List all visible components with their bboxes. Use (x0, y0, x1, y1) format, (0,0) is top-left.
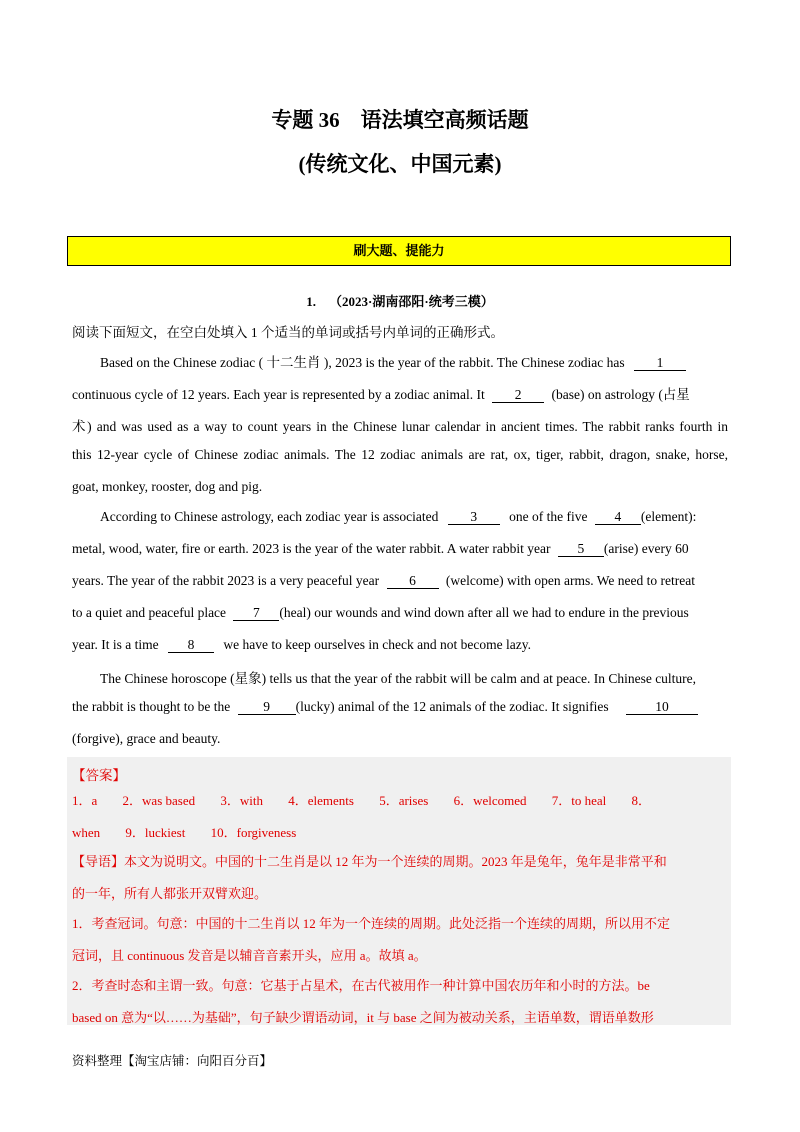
guide-text: 【导语】本文为说明文。中国的十二生肖是以 12 年为一个连续的周期。2023 年是兔年，兔年是非常平和 (72, 854, 667, 869)
question-number: 1. (306, 294, 317, 309)
passage-line: Based on the Chinese zodiac ( 十二生肖 ), 2023 is the year of the rabbit. The Chinese zodiac has 1 (100, 351, 745, 371)
blank-9[interactable]: 9 (238, 700, 296, 715)
passage-line: According to Chinese astrology, each zodiac year is associated 3 one of the five 4 (element): (100, 509, 697, 524)
answer-item: 7．to heal (551, 793, 607, 808)
blank-10[interactable]: 10 (626, 700, 698, 715)
passage-line: The Chinese horoscope (星象) tells us that the year of the rabbit will be calm and at peace. In Chinese culture, (100, 671, 697, 686)
page-title: 专题 36 语法填空高频话题 (271, 108, 529, 132)
question-source: （2023·湖南邵阳·统考三模） (329, 294, 494, 309)
passage-line: metal, wood, water, fire or earth. 2023 is the year of the water rabbit. A water rabbit year 5 (arise) every 60 (72, 541, 689, 556)
explanation-text: 2．考查时态和主谓一致。句意：它基于占星术，在古代被用作一种计算中国农历年和小时的方法。be (72, 978, 650, 993)
passage-line: to a quiet and peaceful place 7 (heal) our wounds and wind down after all we had to endure in the previous (72, 605, 689, 620)
passage-line: this 12-year cycle of Chinese zodiac animals. The 12 zodiac animals are rat, ox, tiger, rabbit, dragon, snake, horse, (72, 447, 728, 462)
blank-1[interactable]: 1 (634, 356, 686, 371)
page-subtitle: (传统文化、中国元素) (298, 152, 502, 176)
blank-6[interactable]: 6 (387, 574, 439, 589)
answer-heading: 【答案】 (72, 768, 126, 783)
answer-item: when (72, 825, 101, 840)
answer-item: 5．arises (379, 793, 429, 808)
passage-line: the rabbit is thought to be the 9 (lucky) animal of the 12 animals of the zodiac. It signifies 10 (72, 699, 752, 715)
blank-3[interactable]: 3 (448, 510, 500, 525)
passage-line: year. It is a time 8 we have to keep ourselves in check and not become lazy. (72, 637, 531, 652)
question-heading (0, 291, 800, 310)
blank-2[interactable]: 2 (492, 388, 544, 403)
blank-8[interactable]: 8 (168, 638, 214, 653)
guide-text: 的一年，所有人都张开双臂欢迎。 (72, 886, 268, 901)
answer-item: 4．elements (288, 793, 354, 808)
passage-line: 术) and was used as a way to count years in the Chinese lunar calendar in ancient times. The rabbit ranks fourth in (72, 419, 728, 434)
answer-item: 10．forgiveness (210, 825, 297, 840)
passage-line: continuous cycle of 12 years. Each year is represented by a zodiac animal. It 2 (base) on astrology (占星 (72, 387, 690, 402)
explanation-text: based on 意为“以……为基础”，句子缺少谓语动词，it 与 base 之间为被动关系，主语单数，谓语单数形 (72, 1010, 654, 1025)
answer-item: 3．with (220, 793, 263, 808)
explanation-text: 冠词，且 continuous 发音是以辅音音素开头，应用 a。故填 a。 (72, 948, 427, 963)
footer-note: 资料整理【淘宝店铺：向阳百分百】 (72, 1053, 273, 1068)
blank-7[interactable]: 7 (233, 606, 279, 621)
blank-5[interactable]: 5 (558, 542, 604, 557)
section-banner: 刷大题、提能力 (67, 236, 731, 266)
answer-list (72, 790, 728, 809)
blank-4[interactable]: 4 (595, 510, 641, 525)
explanation-text: 1．考查冠词。句意：中国的十二生肖以 12 年为一个连续的周期。此处泛指一个连续的周期，所以用不定 (72, 916, 671, 931)
passage-line: years. The year of the rabbit 2023 is a very peaceful year 6 (welcome) with open arms. We need to retreat (72, 573, 695, 588)
answer-item: 2．was based (122, 793, 196, 808)
passage-line: goat, monkey, rooster, dog and pig. (72, 479, 263, 494)
instruction: 阅读下面短文，在空白处填入 1 个适当的单词或括号内单词的正确形式。 (72, 325, 504, 340)
answer-item: 9．luckiest (125, 825, 186, 840)
answer-item: 8． (631, 793, 652, 808)
passage-line: (forgive), grace and beauty. (72, 731, 221, 746)
answer-list (72, 822, 728, 841)
answer-item: 1．a (72, 793, 98, 808)
answer-item: 6．welcomed (453, 793, 527, 808)
